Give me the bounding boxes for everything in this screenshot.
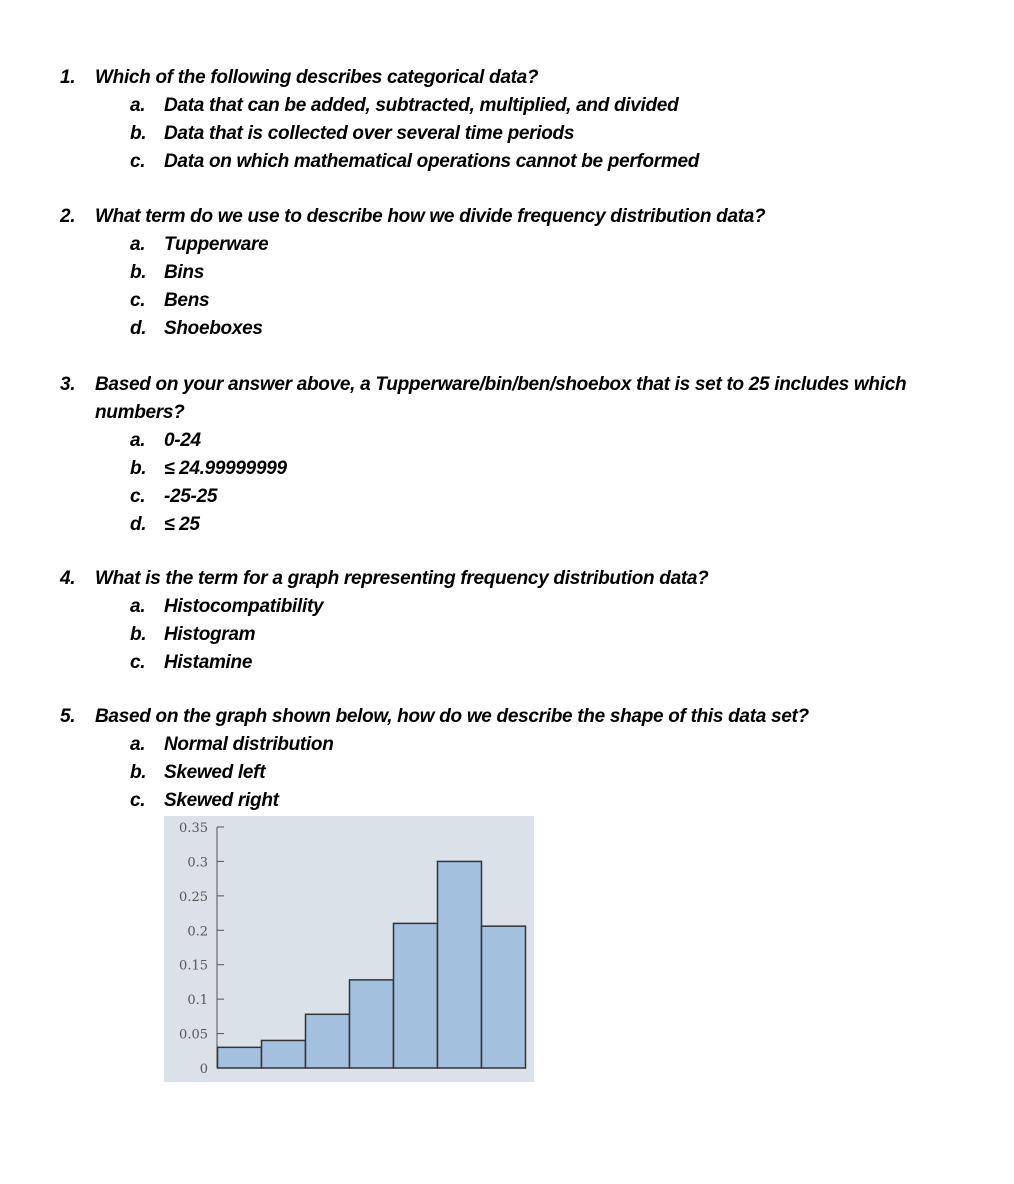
option-letter: c. <box>130 290 146 311</box>
option-c <box>130 287 940 315</box>
option-a <box>130 92 940 120</box>
histogram-bar <box>262 1040 306 1068</box>
option-letter: c. <box>130 486 146 507</box>
option-letter: a. <box>130 734 146 755</box>
option-c <box>130 483 940 511</box>
y-tick-label: 0.1 <box>187 993 208 1009</box>
option-letter: a. <box>130 596 146 617</box>
question-1 <box>60 64 940 176</box>
option-text: 0-24 <box>164 430 201 451</box>
option-text: ≤ 24.99999999 <box>164 458 287 479</box>
option-letter: c. <box>130 151 146 172</box>
question-text: Based on your answer above, a Tupperware/bin/ben/shoebox that is set to 25 includes which numbers? <box>95 374 907 423</box>
histogram-bar <box>306 1014 350 1068</box>
option-d <box>130 511 940 539</box>
option-text: Data that can be added, subtracted, multiplied, and divided <box>164 95 679 116</box>
option-b <box>130 759 940 787</box>
option-c <box>130 148 940 176</box>
option-text: -25-25 <box>164 486 218 507</box>
option-text: ≤ 25 <box>164 514 200 535</box>
option-text: Skewed left <box>164 762 266 783</box>
option-letter: c. <box>130 790 146 811</box>
option-b <box>130 455 940 483</box>
histogram-bar <box>394 923 438 1068</box>
option-a <box>130 231 940 259</box>
option-text: Bins <box>164 262 204 283</box>
option-letter: a. <box>130 234 146 255</box>
y-tick-label: 0.15 <box>179 958 208 974</box>
option-text: Shoeboxes <box>164 318 263 339</box>
question-4 <box>60 565 940 677</box>
histogram-bar <box>482 926 526 1068</box>
histogram-svg <box>164 816 534 1082</box>
option-letter: a. <box>130 95 146 116</box>
question-text: What term do we use to describe how we divide frequency distribution data? <box>95 206 766 227</box>
option-text: Histamine <box>164 652 253 673</box>
option-a <box>130 731 940 759</box>
option-text: Data that is collected over several time periods <box>164 123 575 144</box>
question-number: 4. <box>60 568 76 589</box>
option-letter: b. <box>130 762 147 783</box>
question-text: What is the term for a graph representing frequency distribution data? <box>95 568 709 589</box>
question-2 <box>60 203 940 343</box>
option-a <box>130 427 940 455</box>
option-letter: b. <box>130 262 147 283</box>
histogram-chart <box>164 816 534 1082</box>
options-list <box>130 593 940 677</box>
y-tick-label: 0 <box>199 1062 208 1077</box>
option-text: Histocompatibility <box>164 596 324 617</box>
y-tick-label: 0.05 <box>179 1027 208 1043</box>
options-list <box>130 92 940 176</box>
histogram-bar <box>350 980 394 1068</box>
option-c <box>130 649 940 677</box>
option-text: Bens <box>164 290 210 311</box>
y-tick-label: 0.35 <box>179 821 208 836</box>
histogram-bar <box>438 861 482 1068</box>
question-5 <box>60 703 940 815</box>
option-b <box>130 621 940 649</box>
y-tick-label: 0.25 <box>179 889 208 905</box>
option-b <box>130 259 940 287</box>
question-3 <box>60 371 940 539</box>
option-letter: c. <box>130 652 146 673</box>
y-tick-label: 0.2 <box>187 924 208 940</box>
options-list <box>130 231 940 343</box>
option-text: Tupperware <box>164 234 269 255</box>
question-number: 1. <box>60 67 76 88</box>
option-b <box>130 120 940 148</box>
option-letter: d. <box>130 318 147 339</box>
option-text: Normal distribution <box>164 734 334 755</box>
option-letter: d. <box>130 514 147 535</box>
options-list <box>130 427 940 539</box>
options-list <box>130 731 940 815</box>
option-letter: a. <box>130 430 146 451</box>
option-d <box>130 315 940 343</box>
option-c <box>130 787 940 815</box>
option-text: Skewed right <box>164 790 279 811</box>
question-number: 3. <box>60 374 76 395</box>
histogram-bar <box>218 1047 262 1068</box>
option-letter: b. <box>130 624 147 645</box>
y-tick-label: 0.3 <box>187 855 208 871</box>
option-a <box>130 593 940 621</box>
question-text: Based on the graph shown below, how do we describe the shape of this data set? <box>95 706 809 727</box>
question-number: 2. <box>60 206 76 227</box>
option-text: Data on which mathematical operations cannot be performed <box>164 151 700 172</box>
option-letter: b. <box>130 123 147 144</box>
question-text: Which of the following describes categorical data? <box>95 67 539 88</box>
question-number: 5. <box>60 706 76 727</box>
option-letter: b. <box>130 458 147 479</box>
option-text: Histogram <box>164 624 256 645</box>
